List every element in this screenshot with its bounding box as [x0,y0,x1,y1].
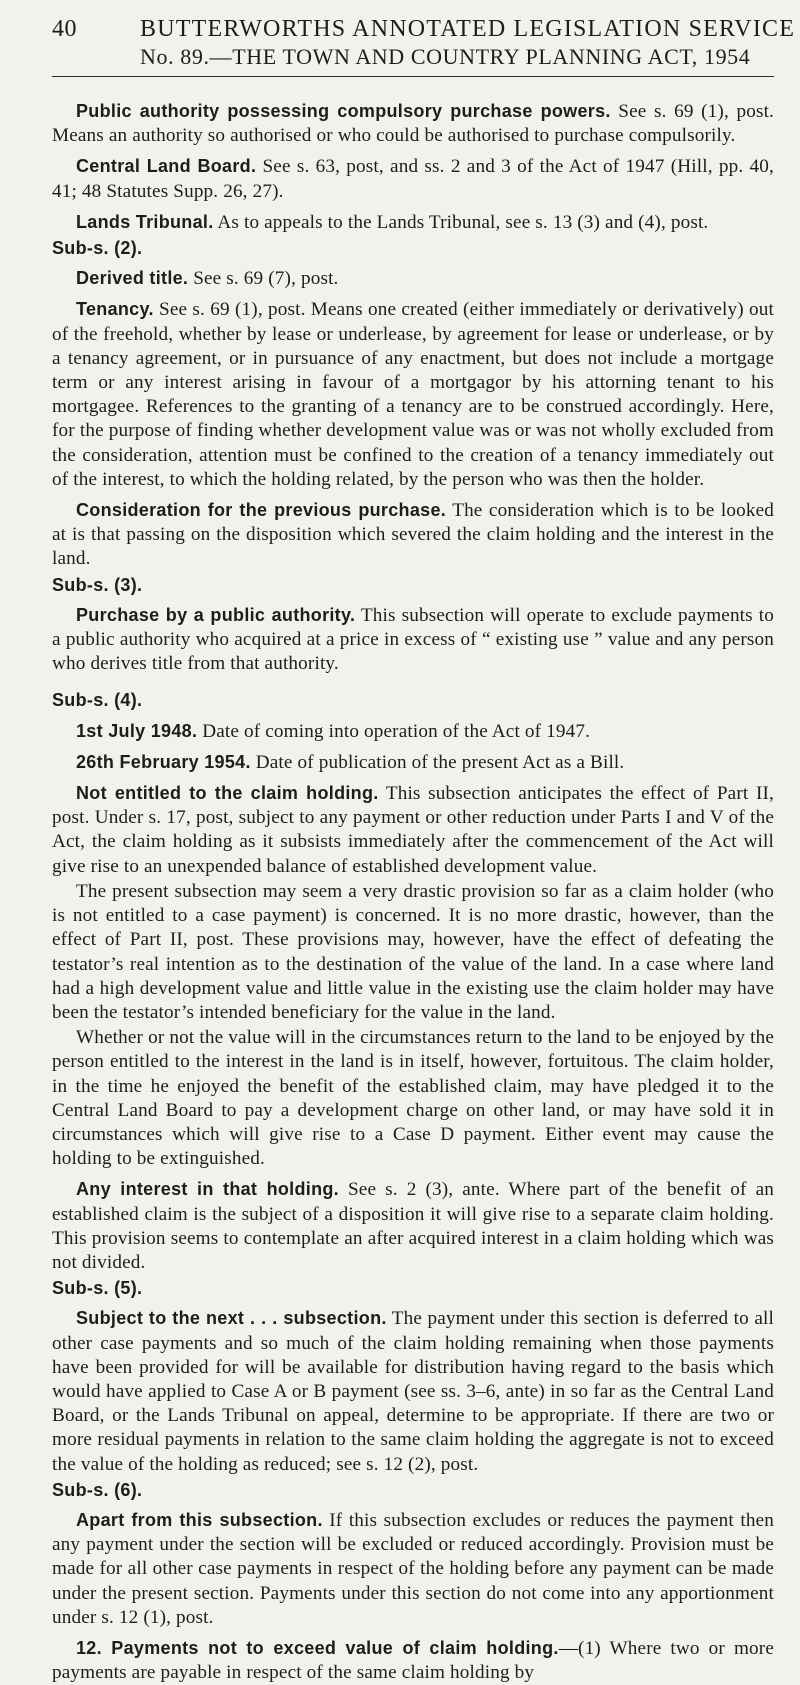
note-heading: 26th February 1954. [76,751,251,772]
note-paragraph [52,99,774,148]
subsection-heading: Sub-s. (4). [52,690,143,711]
section-12-paragraph [52,1636,774,1685]
note-text: Date of coming into operation of the Act of 1947. [197,720,591,742]
note-text: If this subsection excludes or reduces the payment then any payment under the section will be excluded or reduced accordingly. Provision must be made for all other case payments in respect of the holding before any payment can be made under the present section. Payments under this section do not come into any apportionment under s. 12 (1), post. [52,1509,774,1628]
series-title: BUTTERWORTHS ANNOTATED LEGISLATION SERVICE [140,16,796,42]
note-text: See s. 69 (1), post. Means one created (either immediately or derivatively) out of the freehold, whether by lease or underlease, by agreement for lease or underlease, or by a tenancy agreement, or in pursuance of any enactment, but does not include a mortgage term or any interest arising in favour of a mortgagor by his attorning tenant to his mortgagee. References to the granting of a tenancy are to be construed accordingly. Here, for the purpose of finding whether development value was or was not wholly excluded from the consideration, attention must be confined to the creation of a tenancy immediately out of the interest, to which the holding related, by the person who was then the holder. [52,299,774,490]
note-paragraph [52,719,774,744]
note-text: Date of publication of the present Act as a Bill. [250,751,625,773]
note-paragraph [52,210,774,235]
note-paragraph: Whether or not the value will in the circumstances return to the land to be enjoyed by the person entitled to the interest in the land is in itself, however, fortuitous. The claim holder, in the time he enjoyed the benefit of the established claim, may have pledged it to the Central Land Board to pay a development charge on other land, or may have sold it in circumstances which will give rise to a Case D payment. Either event may cause the holding to be extinguished. [52,1027,774,1170]
act-title: No. 89.—THE TOWN AND COUNTRY PLANNING ACT, 1954 [140,44,751,69]
note-text: This subsection anticipates the effect of Part II, post. Under s. 17, post, subject to any payment or other reduction under Parts I and V of the Act, the claim holding as it subsists immediately after the commencement of the Act will give rise to an unexpended balance of established development value. [52,783,774,877]
note-paragraph [52,154,774,203]
note-paragraph [52,1306,774,1476]
note-heading: 1st July 1948. [76,720,198,741]
running-head [52,14,796,77]
note-paragraph [52,781,774,879]
note-paragraph [52,498,774,572]
note-heading: Tenancy. [76,299,154,320]
note-heading: Lands Tribunal. [76,211,214,232]
note-paragraph [52,750,774,775]
subsection-heading: Sub-s. (6). [52,1479,143,1500]
note-heading: Central Land Board. [76,156,257,177]
note-text: See s. 69 (7), post. [188,268,339,290]
note-paragraph: The present subsection may seem a very drastic provision so far as a claim holder (who is not entitled to a case payment) is concerned. It is no more drastic, however, than the effect of Part II, post. These provisions may, however, have the effect of defeating the testator’s real intention as to the destination of the value of the land. In a case where land had a high development value and little value in the existing use the claim holder may have been the testator’s intended beneficiary for the value in the land. [52,880,774,1023]
section-text: —(1) Where two or more payments are payable in respect of the same claim holding by [52,1637,774,1684]
note-heading: Purchase by a public authority. [76,604,356,625]
note-heading: Any interest in that holding. [76,1179,339,1200]
note-text: See s. 2 (3), ante. Where part of the benefit of an established claim is the subject of a disposition it will give rise to a separate claim holding. This provision seems to contemplate an after acquired interest in a claim holding which was not divided. [52,1179,775,1273]
subsection-heading: Sub-s. (5). [52,1278,143,1299]
annotation-body [52,99,774,1685]
note-heading: Subject to the next . . . subsection. [76,1308,387,1329]
note-text: The consideration which is to be looked at is that passing on the disposition which severed the claim holding and the interest in the land. [52,500,774,570]
page-number: 40 [52,16,77,42]
note-text: As to appeals to the Lands Tribunal, see s. 13 (3) and (4), post. [213,211,709,233]
note-paragraph [52,1508,774,1630]
note-text: See s. 69 (1), post. Means an authority so authorised or who could be authorised to purchase compulsorily. [52,101,774,147]
note-text: This subsection will operate to exclude payments to a public authority who acquired at a price in excess of “ existing use ” value and any person who derives title from that authority. [52,604,775,675]
note-paragraph [52,603,774,677]
subsection-heading: Sub-s. (3). [52,574,143,595]
note-heading: Derived title. [76,268,189,289]
note-text: See s. 63, post, and ss. 2 and 3 of the Act of 1947 (Hill, pp. 40, 41; 48 Statutes Supp. 26, 27). [52,156,774,202]
subsection-heading: Sub-s. (2). [52,238,143,259]
note-heading: Not entitled to the claim holding. [76,783,379,804]
note-heading: Apart from this subsection. [76,1509,323,1530]
note-text: The payment under this section is deferred to all other case payments and so much of the claim holding remaining when those payments have been provided for will be available for distribution having regard to the basis which would have applied to Case A or B payment (see ss. 3–6, ante) in so far as the Central Land Board, or the Lands Tribunal on appeal, determine to be appropriate. If there are two or more residual payments in relation to the same claim holding the aggregate is not to exceed the value of the holding as reduced; see s. 12 (2), post. [52,1308,774,1475]
note-paragraph [52,297,774,492]
note-paragraph [52,266,774,291]
note-heading: Consideration for the previous purchase. [76,500,447,521]
note-paragraph [52,1177,774,1275]
section-heading: 12. Payments not to exceed value of claim holding. [76,1637,559,1658]
note-heading: Public authority possessing compulsory purchase powers. [76,101,611,121]
